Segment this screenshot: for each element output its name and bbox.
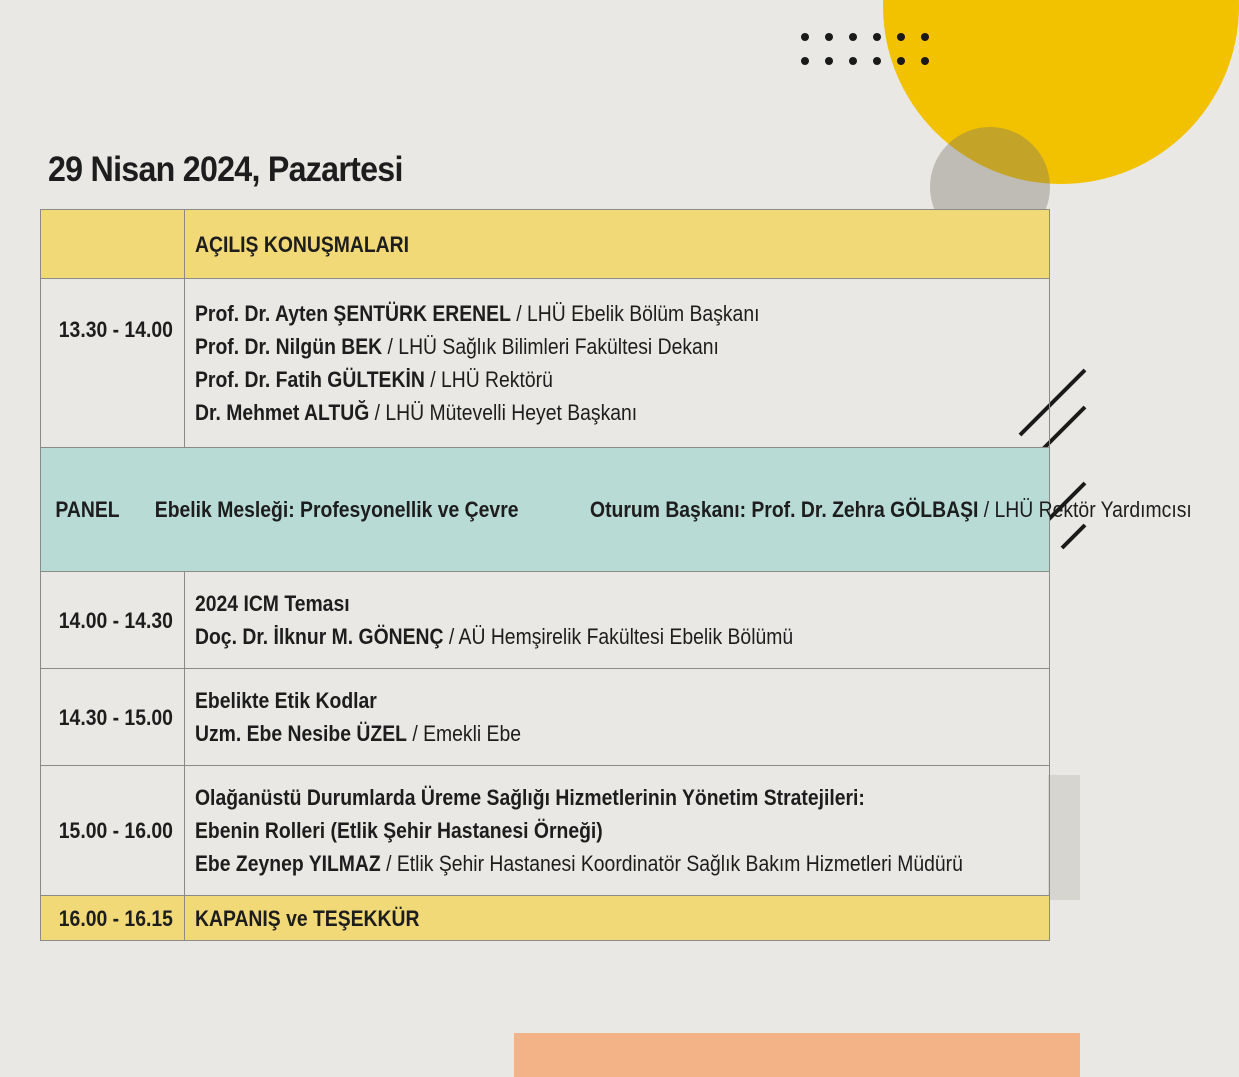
time-label: 14.30 - 15.00 — [58, 704, 173, 730]
content-cell — [185, 896, 1050, 941]
content-cell — [185, 210, 1050, 279]
program-schedule-table — [40, 209, 1193, 941]
decorative-dot-grid — [801, 33, 933, 73]
time-cell — [41, 896, 185, 941]
time-label: 16.00 - 16.15 — [58, 905, 173, 931]
table-row-talk — [41, 669, 1050, 766]
session-title: KAPANIŞ ve TEŞEKKÜR — [195, 905, 420, 931]
speaker-name: Dr. Mehmet ALTUĞ — [195, 400, 370, 425]
talk-topic-subtitle: Ebenin Rolleri (Etlik Şehir Hastanesi Örneği) — [195, 818, 603, 843]
dot — [825, 33, 833, 41]
time-cell — [41, 766, 185, 896]
decorative-yellow-circle — [883, 0, 1239, 184]
speaker-name: Prof. Dr. Fatih GÜLTEKİN — [195, 367, 425, 392]
speaker-role: / LHÜ Ebelik Bölüm Başkanı — [510, 301, 760, 326]
decorative-gray-rectangle — [1048, 775, 1080, 900]
page-title: 29 Nisan 2024, Pazartesi — [48, 150, 403, 189]
dot — [897, 57, 905, 65]
time-label: 13.30 - 14.00 — [58, 317, 173, 342]
panel-chair-name: Oturum Başkanı: Prof. Dr. Zehra GÖLBAŞI — [590, 497, 979, 522]
session-title: AÇILIŞ KONUŞMALARI — [195, 231, 410, 257]
table-row-talk — [41, 766, 1050, 896]
speaker-role: / LHÜ Rektörü — [424, 367, 553, 392]
dot — [873, 33, 881, 41]
speaker-name: Uzm. Ebe Nesibe ÜZEL — [195, 721, 407, 746]
speaker-name: Prof. Dr. Ayten ŞENTÜRK ERENEL — [195, 301, 511, 326]
content-cell — [185, 669, 1050, 766]
table-row-talk — [41, 572, 1050, 669]
speaker-name: Prof. Dr. Nilgün BEK — [195, 334, 383, 359]
panel-cell — [41, 448, 1193, 572]
speaker-name: Doç. Dr. İlknur M. GÖNENÇ — [195, 624, 444, 649]
dot — [849, 33, 857, 41]
time-label: 14.00 - 14.30 — [58, 607, 173, 633]
dot — [921, 33, 929, 41]
table-row-speeches — [41, 279, 1050, 448]
speaker-affiliation: / AÜ Hemşirelik Fakültesi Ebelik Bölümü — [443, 624, 794, 649]
table-row-panel — [41, 448, 1050, 572]
content-cell — [185, 279, 1050, 448]
dot — [801, 57, 809, 65]
time-cell — [41, 572, 185, 669]
time-label: 15.00 - 16.00 — [58, 818, 173, 843]
speaker-role: / LHÜ Sağlık Bilimleri Fakültesi Dekanı — [382, 334, 719, 359]
dot — [849, 57, 857, 65]
dot — [801, 33, 809, 41]
speaker-affiliation: / Etlik Şehir Hastanesi Koordinatör Sağlık Bakım Hizmetleri Müdürü — [380, 851, 963, 876]
time-cell — [41, 669, 185, 766]
dot — [921, 57, 929, 65]
content-cell — [185, 572, 1050, 669]
table-row-opening — [41, 210, 1050, 279]
dot — [873, 57, 881, 65]
talk-topic: 2024 ICM Teması — [195, 591, 350, 616]
panel-chair-role: / LHÜ Rektör Yardımcısı — [978, 497, 1193, 522]
panel-heading: PANEL — [55, 497, 120, 522]
dot — [897, 33, 905, 41]
panel-topic: Ebelik Mesleği: Profesyonellik ve Çevre — [154, 497, 519, 522]
decorative-peach-rectangle — [514, 1033, 1080, 1077]
table-row-closing — [41, 896, 1050, 941]
speaker-affiliation: / Emekli Ebe — [406, 721, 521, 746]
content-cell — [185, 766, 1050, 896]
speaker-name: Ebe Zeynep YILMAZ — [195, 851, 381, 876]
time-cell — [41, 210, 185, 279]
talk-topic: Olağanüstü Durumlarda Üreme Sağlığı Hizmetlerinin Yönetim Stratejileri: — [195, 785, 865, 810]
speaker-role: / LHÜ Mütevelli Heyet Başkanı — [369, 400, 638, 425]
stripe — [1062, 525, 1085, 548]
dot — [825, 57, 833, 65]
time-cell — [41, 279, 185, 448]
talk-topic: Ebelikte Etik Kodlar — [195, 688, 377, 713]
